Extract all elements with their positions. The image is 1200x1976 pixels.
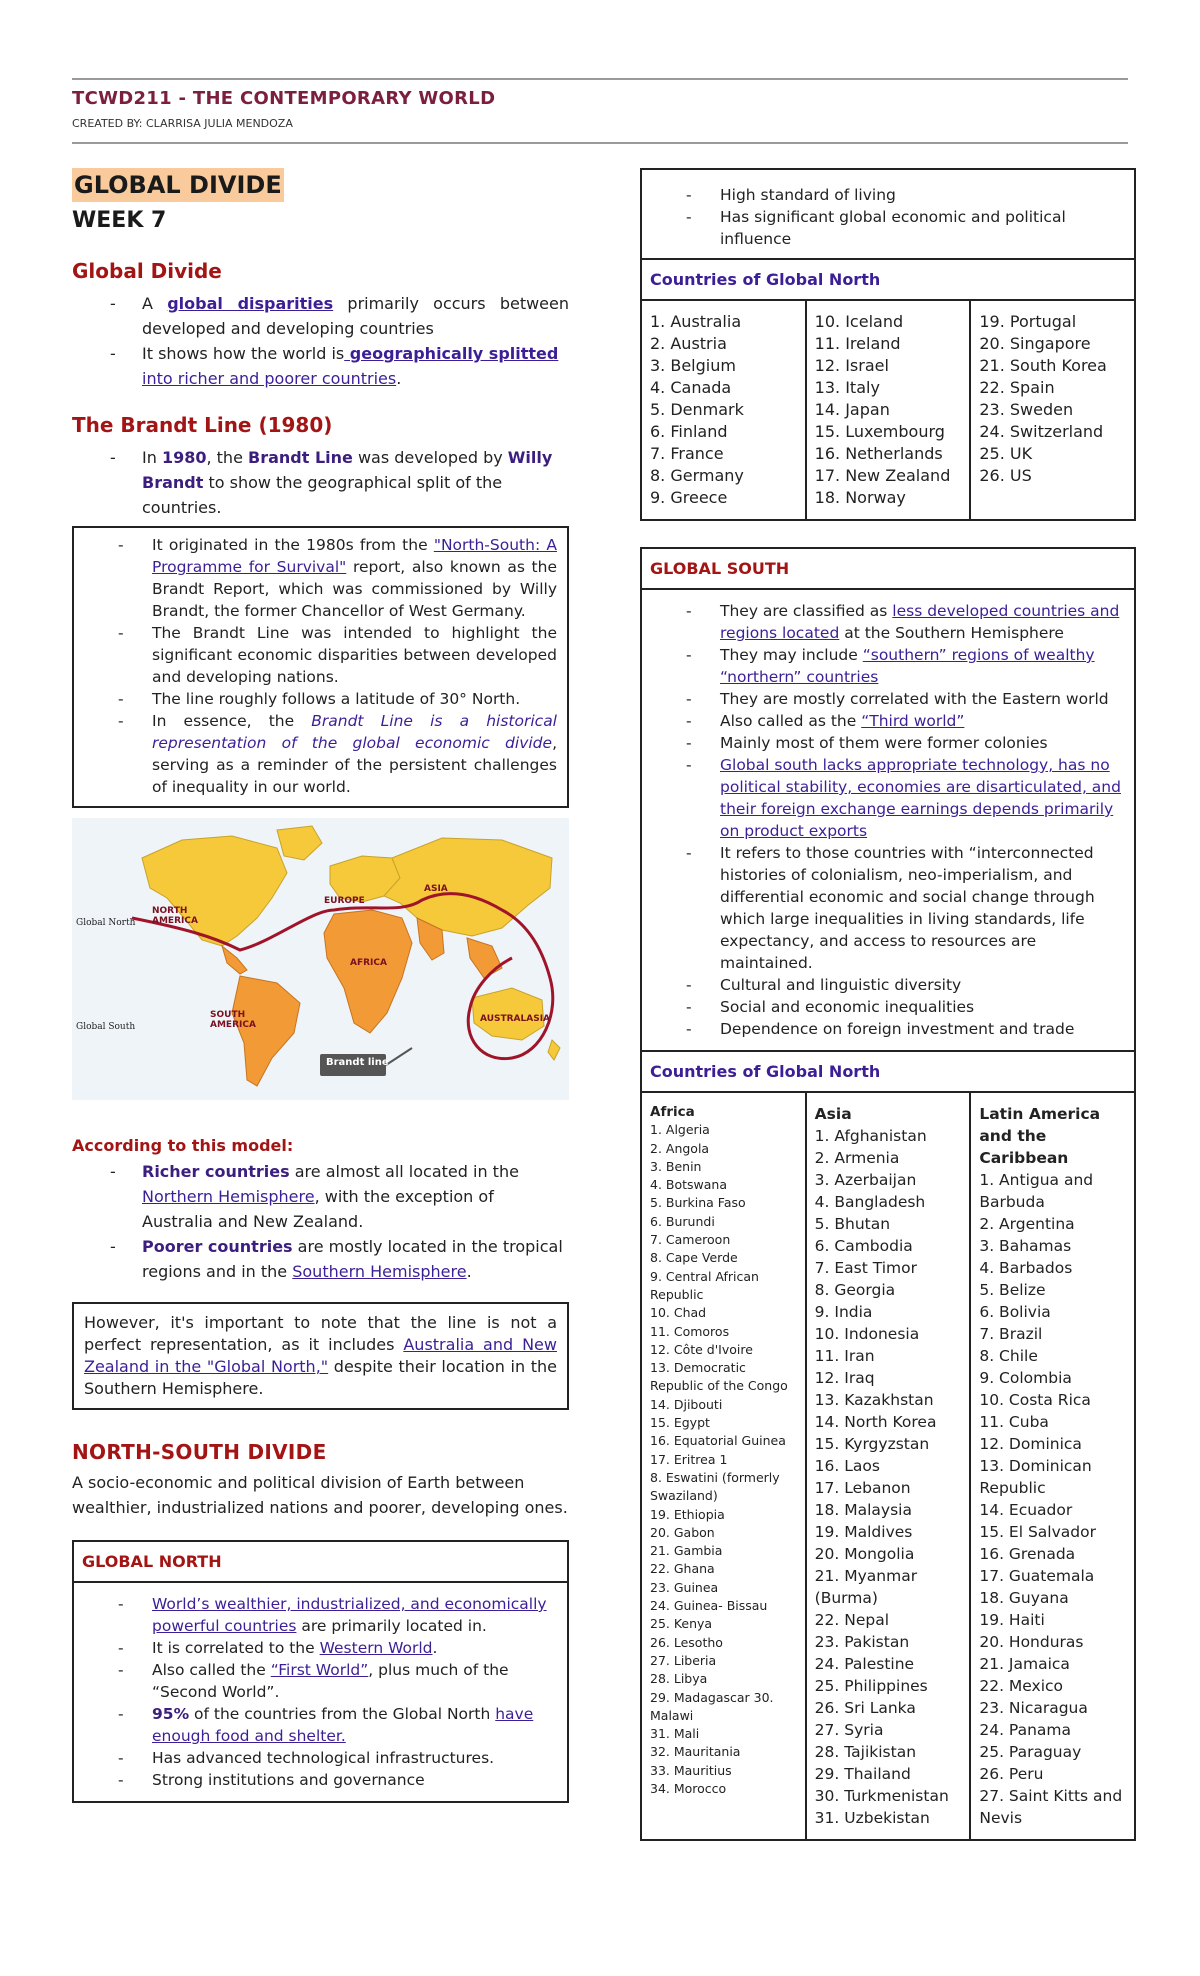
country-item: 12. Iraq [814,1369,875,1387]
southern-regions-link[interactable]: “southern” regions of wealthy “northern” countries [720,646,1095,686]
list-item: - They are mostly correlated with the Eastern world [642,688,1126,710]
north-south-divide-heading: NORTH-SOUTH DIVIDE [72,1440,327,1464]
model-list [72,1159,569,1284]
country-item: 31. Mali [650,1726,700,1742]
country-item: 18. Malaysia [814,1501,912,1519]
map-label-australasia: AUSTRALASIA [480,1014,551,1024]
country-item: 1. Antigua and Barbuda [979,1171,1094,1211]
country-item: 3. Belgium [650,356,736,375]
country-item: 5. Denmark [650,400,744,419]
country-item: 14. Djibouti [650,1396,723,1412]
page-title: GLOBAL DIVIDE [72,168,284,202]
latam-heading: Latin America and the Caribbean [979,1105,1101,1167]
right-column [640,168,1136,1841]
list-item: - Cultural and linguistic diversity [642,974,1126,996]
list-item: - Social and economic inequalities [642,996,1126,1018]
country-item: 4. Canada [650,378,732,397]
country-item: 10. Iceland [814,312,904,331]
southern-hemisphere-link[interactable]: Southern Hemisphere [292,1262,467,1281]
country-item: 6. Finland [650,422,728,441]
first-world-link[interactable]: “First World” [270,1661,369,1679]
gn-col-1 [642,301,807,519]
country-item: 12. Dominica [979,1435,1082,1453]
list-item: - It is correlated to the Western World. [74,1637,553,1659]
global-divide-heading: Global Divide [72,259,222,283]
country-item: 18. Norway [814,488,906,507]
country-item: 23. Pakistan [814,1633,910,1651]
country-item: 15. Kyrgyzstan [814,1435,930,1453]
country-item: 9. India [814,1303,873,1321]
north-south-divide-text: A socio-economic and political division of Earth between wealthier, industrialized nations and poorer, developing ones. [72,1473,568,1517]
brandt-line-list [72,445,569,520]
country-item: 26. Peru [979,1765,1044,1783]
country-item: 25. Paraguay [979,1743,1082,1761]
list-item: - It shows how the world is geographically splitted into richer and poorer countries. [72,341,569,391]
list-item: - Also called the “First World”, plus much of the “Second World”. [74,1659,553,1703]
country-item: 16. Laos [814,1457,880,1475]
list-item: - 95% of the countries from the Global North have enough food and shelter. [74,1703,553,1747]
country-item: 14. Ecuador [979,1501,1073,1519]
country-item: 9. Greece [650,488,728,507]
country-item: 13. Kazakhstan [814,1391,934,1409]
brandt-line-map [72,818,569,1100]
global-north-title: GLOBAL NORTH [74,1542,567,1583]
country-item: 34. Morocco [650,1780,727,1796]
gs-col-asia [807,1093,972,1839]
brandt-report-link[interactable]: "North-South: A Programme for Survival" [152,536,557,576]
country-item: 2. Angola [650,1140,710,1156]
country-item: 17. New Zealand [814,466,951,485]
country-item: 6. Bolivia [979,1303,1051,1321]
map-label-global-south: Global South [76,1022,136,1032]
food-shelter-link[interactable]: have enough food and shelter. [152,1705,534,1745]
gn-countries-title: Countries of Global North [642,260,1134,301]
course-title: TCWD211 - THE CONTEMPORARY WORLD [72,88,496,109]
gn-countries-columns [642,301,1134,519]
country-item: 21. South Korea [979,356,1107,375]
country-item: 3. Bahamas [979,1237,1072,1255]
country-item: 17. Eritrea 1 [650,1451,728,1467]
country-item: 5. Belize [979,1281,1046,1299]
country-item: 4. Bangladesh [814,1193,926,1211]
country-item: 25. Kenya [650,1616,713,1632]
country-item: 13. Dominican Republic [979,1457,1092,1497]
country-item: 20. Honduras [979,1633,1084,1651]
country-item: 23. Sweden [979,400,1074,419]
country-item: 24. Palestine [814,1655,915,1673]
global-south-title: GLOBAL SOUTH [642,549,1134,590]
country-item: 29. Madagascar 30. Malawi [650,1689,774,1723]
country-item: 1. Algeria [650,1122,710,1138]
country-item: 25. UK [979,444,1033,463]
country-item: 24. Guinea- Bissau [650,1598,768,1614]
country-item: 22. Nepal [814,1611,890,1629]
list-item [642,754,1126,842]
gs-countries-columns [642,1093,1134,1839]
third-world-link[interactable]: “Third world” [861,712,965,730]
country-item: 11. Cuba [979,1413,1049,1431]
gn-col-3 [971,301,1134,519]
country-item: 13. Italy [814,378,880,397]
global-south-list [642,600,1126,1040]
country-item: 29. Thailand [814,1765,911,1783]
less-developed-link[interactable]: less developed countries and regions located [720,602,1120,642]
country-item: 9. Colombia [979,1369,1072,1387]
country-item: 13. Democratic Republic of the Congo [650,1360,788,1394]
country-item: 12. Israel [814,356,889,375]
list-item: - High standard of living [642,184,1126,206]
map-label-south-america: SOUTH AMERICA [210,1010,256,1030]
country-item: 18. Guyana [979,1589,1069,1607]
global-south-table [640,547,1136,1841]
country-item: 3. Benin [650,1158,702,1174]
global-divide-list [72,291,569,391]
list-item: - World’s wealthier, industrialized, and economically powerful countries are primarily located in. [74,1593,553,1637]
country-item: 28. Libya [650,1671,708,1687]
geographically-splitted-link[interactable]: geographically splitted [344,344,559,363]
wealthier-countries-link[interactable]: World’s wealthier, industrialized, and economically powerful countries [152,1595,547,1635]
asia-heading: Asia [814,1105,852,1123]
country-item: 19. Haiti [979,1611,1045,1629]
country-item: 21. Myanmar (Burma) [814,1567,918,1607]
map-label-brandt-line: Brandt line [326,1057,389,1068]
country-item: 11. Comoros [650,1323,730,1339]
country-item: 31. Uzbekistan [814,1809,930,1827]
country-item: 23. Nicaragua [979,1699,1088,1717]
map-label-global-north: Global North [76,918,136,928]
gn-col-2 [807,301,972,519]
country-item: 24. Panama [979,1721,1071,1739]
left-column [72,168,569,1803]
map-label-europe: EUROPE [324,896,365,906]
country-item: 33. Mauritius [650,1762,732,1778]
list-item: - The line roughly follows a latitude of 30° North. [74,688,557,710]
model-heading: According to this model: [72,1136,294,1155]
country-item: 3. Azerbaijan [814,1171,917,1189]
list-item: - They may include “southern” regions of wealthy “northern” countries [642,644,1126,688]
country-item: 11. Ireland [814,334,901,353]
list-item: - Mainly most of them were former colonies [642,732,1126,754]
brandt-report-box [72,526,569,808]
country-item: 28. Tajikistan [814,1743,917,1761]
list-item: - Dependence on foreign investment and trade [642,1018,1126,1040]
header-rule-top [72,78,1128,80]
country-item: 1. Australia [650,312,742,331]
country-item: 24. Switzerland [979,422,1104,441]
week-label: WEEK 7 [72,208,167,233]
country-item: 20. Mongolia [814,1545,915,1563]
country-item: 32. Mauritania [650,1744,741,1760]
list-item: - They are classified as less developed countries and regions located at the Southern Hemisphere [642,600,1126,644]
country-item: 14. North Korea [814,1413,937,1431]
country-item: 6. Burundi [650,1213,715,1229]
map-label-asia: ASIA [424,884,448,894]
richer-poorer-link[interactable]: into richer and poorer countries [142,369,397,388]
western-world-link[interactable]: Western World [319,1639,433,1657]
country-item: 10. Indonesia [814,1325,920,1343]
country-item: 27. Saint Kitts and Nevis [979,1787,1123,1827]
country-item: 21. Gambia [650,1543,723,1559]
country-item: 1. Afghanistan [814,1127,927,1145]
country-item: 19. Maldives [814,1523,913,1541]
country-item: 11. Iran [814,1347,875,1365]
country-item: 5. Burkina Faso [650,1195,746,1211]
country-item: 16. Grenada [979,1545,1076,1563]
country-item: 15. Luxembourg [814,422,945,441]
country-item: 19. Ethiopia [650,1506,725,1522]
country-item: 2. Austria [650,334,727,353]
country-item: 22. Mexico [979,1677,1064,1695]
global-north-list [74,1593,559,1791]
country-item: 26. Sri Lanka [814,1699,916,1717]
country-item: 15. Egypt [650,1415,710,1431]
brandt-report-list [74,534,567,798]
country-item: 7. East Timor [814,1259,918,1277]
list-item: - It originated in the 1980s from the "North-South: A Programme for Survival" report, also known as the Brandt Report, which was commissioned by Willy Brandt, the former Chancellor of West Germany. [74,534,557,622]
gs-col-africa [642,1093,807,1839]
list-item: - It refers to those countries with “interconnected histories of colonialism, neo-imperialism, and differential economic and social change through which large inequalities in living standards, life expectancy, and access to resources are maintained. [642,842,1126,974]
country-item: 8. Cape Verde [650,1250,738,1266]
list-item: - In essence, the Brandt Line is a historical representation of the global economic divide, serving as a reminder of the persistent challenges of inequality in our world. [74,710,557,798]
country-item: 2. Armenia [814,1149,900,1167]
country-item: 22. Ghana [650,1561,715,1577]
australia-nz-link[interactable]: Australia and New Zealand in the "Global North," [84,1335,557,1376]
country-item: 16. Equatorial Guinea [650,1433,786,1449]
global-north-countries-table [640,168,1136,521]
country-item: 17. Guatemala [979,1567,1095,1585]
country-item: 8. Germany [650,466,744,485]
list-item: - The Brandt Line was intended to highlight the significant economic disparities between developed and developing nations. [74,622,557,688]
country-item: 27. Syria [814,1721,884,1739]
country-item: 25. Philippines [814,1677,928,1695]
country-item: 19. Portugal [979,312,1077,331]
country-item: 14. Japan [814,400,890,419]
header-rule-bottom [72,142,1128,144]
country-item: 15. El Salvador [979,1523,1096,1541]
country-item: 30. Turkmenistan [814,1787,949,1805]
country-item: 7. Cameroon [650,1232,731,1248]
list-item: - Also called as the “Third world” [642,710,1126,732]
note-box: However, it's important to note that the line is not a perfect representation, as it includes Australia and New Zealand in the "Global North," despite their location in the Southern Hemisphere. [72,1302,569,1410]
country-item: 4. Barbados [979,1259,1073,1277]
country-item: 5. Bhutan [814,1215,891,1233]
author-credit: CREATED BY: CLARRISA JULIA MENDOZA [72,117,293,130]
lacks-technology-link[interactable]: Global south lacks appropriate technology, has no political stability, economies are disarticulated, and their foreign exchange earnings depends primarily on product exports [720,756,1121,840]
map-label-africa: AFRICA [350,958,387,968]
country-item: 10. Chad [650,1305,707,1321]
world-map-graphic [72,818,569,1100]
list-item: - In 1980, the Brandt Line was developed by Willy Brandt to show the geographical split of the countries. [72,445,569,520]
northern-hemisphere-link[interactable]: Northern Hemisphere [142,1187,315,1206]
country-item: 26. Lesotho [650,1634,723,1650]
country-item: 2. Argentina [979,1215,1075,1233]
country-item: 4. Botswana [650,1177,728,1193]
country-item: 16. Netherlands [814,444,943,463]
list-item: - Poorer countries are mostly located in the tropical regions and in the Southern Hemisphere. [72,1234,569,1284]
country-item: 22. Spain [979,378,1055,397]
country-item: 20. Gabon [650,1524,715,1540]
country-item: 7. Brazil [979,1325,1043,1343]
country-item: 6. Cambodia [814,1237,913,1255]
gs-countries-title: Countries of Global North [642,1052,1134,1093]
gs-col-latam [971,1093,1134,1839]
list-item: - A global disparities primarily occurs between developed and developing countries [72,291,569,341]
brandt-line-heading: The Brandt Line (1980) [72,413,333,437]
list-item: - Has advanced technological infrastructures. [74,1747,553,1769]
country-item: 20. Singapore [979,334,1091,353]
country-item: 26. US [979,466,1032,485]
country-item: 8. Georgia [814,1281,896,1299]
list-item: - Strong institutions and governance [74,1769,553,1791]
country-item: 10. Costa Rica [979,1391,1091,1409]
country-item: 9. Central African Republic [650,1268,759,1302]
map-label-north-america: NORTH AMERICA [152,906,198,926]
country-item: 7. France [650,444,724,463]
global-north-continued-list [642,184,1126,250]
list-item: - Richer countries are almost all located in the Northern Hemisphere, with the exception of Australia and New Zealand. [72,1159,569,1234]
country-item: 21. Jamaica [979,1655,1070,1673]
country-item: 27. Liberia [650,1652,717,1668]
list-item: - Has significant global economic and political influence [642,206,1126,250]
global-north-box [72,1540,569,1803]
country-item: 8. Chile [979,1347,1038,1365]
country-item: 23. Guinea [650,1579,719,1595]
country-item: 17. Lebanon [814,1479,911,1497]
africa-heading: Africa [650,1104,695,1120]
country-item: 8. Eswatini (formerly Swaziland) [650,1469,780,1504]
global-disparities-link[interactable]: global disparities [167,294,334,313]
country-item: 12. Côte d'Ivoire [650,1341,753,1357]
